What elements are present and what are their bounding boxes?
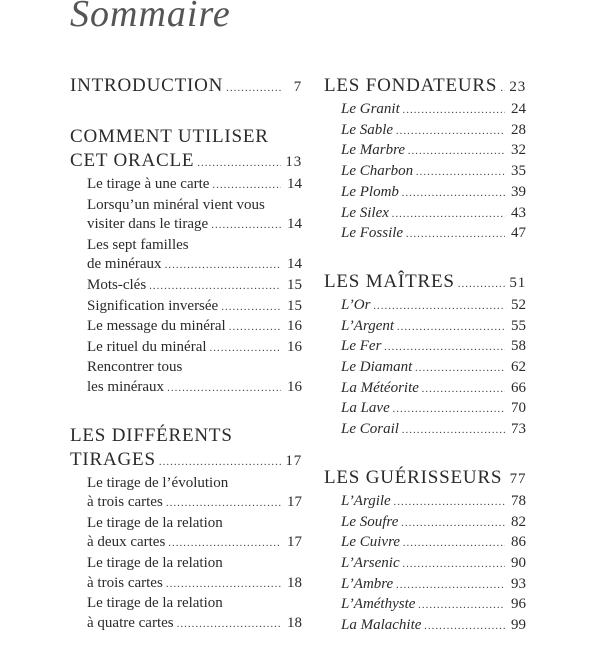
entry-label: L’Argent <box>341 317 395 334</box>
entry-row <box>341 317 526 338</box>
entry-row <box>341 100 526 121</box>
entry-row <box>87 255 302 276</box>
section-heading-label: INTRODUCTION <box>70 75 224 96</box>
section-heading-label: LES GUÉRISSEURS <box>324 466 503 488</box>
dot-leader <box>197 151 281 175</box>
dot-leader <box>397 318 505 338</box>
entry-label: visiter dans le tirage <box>87 216 209 233</box>
entry-label: Le Fossile <box>341 225 404 242</box>
entry-page-number: 16 <box>287 318 302 335</box>
section-heading-line: COMMENT UTILISER <box>70 126 269 147</box>
toc-section <box>70 74 302 100</box>
entry-row <box>341 121 526 142</box>
toc-entry[interactable] <box>324 533 526 554</box>
entry-page-number: 14 <box>287 216 302 233</box>
dot-leader <box>402 421 505 441</box>
section-heading[interactable] <box>70 424 302 474</box>
entry-label: à trois cartes <box>87 494 163 511</box>
entry-row <box>87 338 302 359</box>
toc-entry[interactable] <box>324 554 526 575</box>
entry-page-number: 15 <box>287 276 302 293</box>
section-heading-row <box>70 74 302 100</box>
dot-leader <box>394 493 505 513</box>
entry-text-line: Le tirage de la relation <box>87 595 223 612</box>
dot-leader <box>167 379 281 399</box>
entry-row <box>87 378 302 399</box>
entry-text-line: Les sept familles <box>87 236 189 253</box>
toc-entry[interactable] <box>324 492 526 513</box>
toc-entry[interactable] <box>324 204 526 225</box>
entry-row <box>341 296 526 317</box>
toc-entry[interactable] <box>324 575 526 596</box>
entry-label: Le Granit <box>341 101 400 117</box>
toc-entry[interactable] <box>70 514 302 554</box>
toc-entry[interactable] <box>324 358 526 379</box>
toc-entry[interactable] <box>70 196 302 236</box>
entry-page-number: 55 <box>511 317 526 334</box>
entry-page-number: 43 <box>511 204 526 221</box>
entry-label: Le Corail <box>341 421 399 438</box>
section-page-number: 13 <box>285 154 302 170</box>
dot-leader <box>168 534 281 554</box>
entry-label: La Météorite <box>341 379 419 396</box>
dot-leader <box>402 184 505 204</box>
dot-leader <box>458 272 505 296</box>
section-page-number: 51 <box>509 274 526 291</box>
dot-leader <box>210 339 281 359</box>
section-heading[interactable] <box>324 74 526 100</box>
toc-entry[interactable] <box>324 317 526 338</box>
entry-row <box>341 399 526 420</box>
dot-leader <box>226 76 281 100</box>
section-heading-row <box>324 270 526 296</box>
dot-leader <box>403 534 505 554</box>
toc-section <box>324 270 526 441</box>
entry-page-number: 99 <box>511 617 526 634</box>
toc-section <box>70 125 302 399</box>
section-heading-label: LES MAÎTRES <box>324 270 455 292</box>
toc-entry[interactable] <box>324 337 526 358</box>
dot-leader <box>393 400 505 420</box>
toc-entry[interactable] <box>324 183 526 204</box>
toc-entry[interactable] <box>324 616 526 637</box>
entry-page-number: 16 <box>287 378 302 395</box>
dot-leader <box>403 555 505 575</box>
entry-page-number: 35 <box>511 163 526 180</box>
entry-label: Le Diamant <box>341 359 413 376</box>
entry-row <box>87 215 302 236</box>
toc-entry[interactable] <box>324 296 526 317</box>
toc-entry[interactable] <box>70 338 302 359</box>
entry-page-number: 96 <box>511 596 526 613</box>
entry-label: Le Silex <box>341 204 389 221</box>
entry-label: L’Or <box>341 296 371 313</box>
entry-page-number: 16 <box>287 338 302 355</box>
toc-entry[interactable] <box>324 513 526 534</box>
entry-label: Le Marbre <box>341 142 406 159</box>
entry-row <box>341 492 526 513</box>
toc-section <box>70 424 302 635</box>
dot-leader <box>396 576 505 596</box>
entry-page-number: 39 <box>511 183 526 200</box>
entry-label: Le tirage à une carte <box>87 176 210 192</box>
toc-section <box>324 466 526 637</box>
entry-page-number: 28 <box>511 121 526 138</box>
entry-label: La Lave <box>341 400 390 417</box>
entry-page-number: 17 <box>287 494 302 511</box>
dot-leader <box>396 122 505 142</box>
toc-right-column <box>324 74 526 662</box>
entry-text-line: Lorsqu’un minéral vient vous <box>87 196 265 213</box>
dot-leader <box>373 297 505 317</box>
toc-entry[interactable] <box>324 399 526 420</box>
dot-leader <box>500 76 505 100</box>
entry-row <box>87 317 302 338</box>
entry-row <box>87 493 302 514</box>
entry-text-line: Le tirage de la relation <box>87 514 223 531</box>
section-page-number: 17 <box>285 452 302 469</box>
page-title: Sommaire <box>70 0 231 35</box>
dot-leader <box>424 617 505 637</box>
section-heading[interactable] <box>324 466 526 492</box>
section-page-number: 23 <box>509 79 526 95</box>
entry-row <box>341 379 526 400</box>
toc-entry[interactable] <box>324 162 526 183</box>
toc-section <box>324 74 526 245</box>
entry-label: de minéraux <box>87 256 162 273</box>
dot-leader <box>415 359 505 379</box>
entry-label: Le Charbon <box>341 163 414 180</box>
entry-page-number: 18 <box>287 614 302 631</box>
dot-leader <box>408 142 505 162</box>
dot-leader <box>149 277 281 297</box>
entry-row <box>341 513 526 534</box>
toc-left-column <box>70 74 302 659</box>
entry-label: Mots-clés <box>87 276 147 293</box>
entry-text-line: Le tirage de l’évolution <box>87 474 229 491</box>
toc-entry[interactable] <box>70 554 302 594</box>
entry-label: Le Plomb <box>341 183 399 200</box>
entry-row <box>341 337 526 358</box>
entry-label: Le Fer <box>341 338 382 355</box>
section-heading-label: CET ORACLE <box>70 150 195 171</box>
dot-leader <box>166 575 281 595</box>
entry-page-number: 62 <box>511 359 526 376</box>
entry-page-number: 90 <box>511 554 526 571</box>
entry-row <box>87 574 302 595</box>
entry-page-number: 70 <box>511 400 526 417</box>
entry-row <box>341 224 526 245</box>
entry-page-number: 32 <box>511 142 526 159</box>
dot-leader <box>418 596 505 616</box>
section-heading-row <box>324 466 526 492</box>
toc-entry[interactable] <box>70 474 302 514</box>
entry-page-number: 15 <box>287 297 302 314</box>
section-heading[interactable] <box>324 270 526 296</box>
entry-page-number: 66 <box>511 379 526 396</box>
toc-entry[interactable] <box>70 358 302 398</box>
entry-page-number: 86 <box>511 534 526 551</box>
entry-label: à deux cartes <box>87 534 166 551</box>
dot-leader <box>212 176 281 196</box>
section-heading[interactable] <box>70 74 302 100</box>
dot-leader <box>166 494 281 514</box>
entry-row <box>87 533 302 554</box>
toc-entry[interactable] <box>324 420 526 441</box>
section-heading-label: TIRAGES <box>70 448 156 470</box>
entry-page-number: 58 <box>511 338 526 355</box>
entry-label: Le message du minéral <box>87 318 226 335</box>
entry-label: Le Soufre <box>341 513 399 530</box>
dot-leader <box>165 256 281 276</box>
toc-entry[interactable] <box>324 141 526 162</box>
dot-leader <box>159 450 281 474</box>
dot-leader <box>229 318 281 338</box>
entry-row <box>341 183 526 204</box>
section-page-number: 77 <box>509 470 527 487</box>
entry-row <box>341 616 526 637</box>
toc-entry[interactable] <box>324 595 526 616</box>
entry-label: Signification inversée <box>87 297 219 314</box>
entry-page-number: 82 <box>511 513 526 530</box>
dot-leader <box>392 205 505 225</box>
toc-entry[interactable] <box>70 236 302 276</box>
entry-page-number: 14 <box>287 256 302 273</box>
toc-entry[interactable] <box>324 100 526 121</box>
entry-row <box>87 614 302 635</box>
entry-label: L’Améthyste <box>341 596 416 613</box>
toc-entry[interactable] <box>70 297 302 318</box>
dot-leader <box>384 338 505 358</box>
entry-page-number: 93 <box>511 575 526 592</box>
entry-row <box>341 204 526 225</box>
toc-entry[interactable] <box>70 175 302 196</box>
section-heading-row <box>324 74 526 100</box>
toc-entry[interactable] <box>324 121 526 142</box>
entry-page-number: 18 <box>287 574 302 591</box>
dot-leader <box>406 225 505 245</box>
toc-entry[interactable] <box>70 317 302 338</box>
entry-page-number: 78 <box>511 492 526 509</box>
entry-page-number: 73 <box>511 421 526 438</box>
entry-row <box>341 533 526 554</box>
toc-entry[interactable] <box>324 379 526 400</box>
entry-label: à quatre cartes <box>87 614 174 631</box>
toc-entry[interactable] <box>324 224 526 245</box>
entry-label: L’Arsenic <box>341 554 400 571</box>
dot-leader <box>416 163 505 183</box>
entry-label: les minéraux <box>87 378 165 395</box>
entry-row <box>341 595 526 616</box>
entry-page-number: 24 <box>511 101 526 117</box>
dot-leader <box>211 216 281 236</box>
entry-row <box>87 175 302 196</box>
entry-page-number: 17 <box>287 534 302 551</box>
entry-row <box>87 297 302 318</box>
entry-text-line: Le tirage de la relation <box>87 554 223 571</box>
section-heading-row <box>70 149 302 175</box>
entry-label: Le Cuivre <box>341 534 401 551</box>
entry-label: Le rituel du minéral <box>87 338 207 355</box>
entry-page-number: 52 <box>511 296 526 313</box>
entry-page-number: 14 <box>287 176 302 192</box>
entry-row <box>341 554 526 575</box>
section-page-number: 7 <box>293 79 302 95</box>
entry-row <box>87 276 302 297</box>
section-heading-line: LES DIFFÉRENTS <box>70 424 233 446</box>
entry-label: Le Sable <box>341 121 394 138</box>
toc-entry[interactable] <box>70 276 302 297</box>
dot-leader <box>221 298 281 318</box>
section-heading-row <box>70 448 302 474</box>
entry-label: L’Ambre <box>341 575 394 592</box>
entry-page-number: 47 <box>511 225 526 242</box>
entry-row <box>341 358 526 379</box>
entry-row <box>341 162 526 183</box>
dot-leader <box>403 101 505 121</box>
section-heading-label: LES FONDATEURS <box>324 75 498 96</box>
dot-leader <box>401 514 505 534</box>
entry-label: La Malachite <box>341 617 422 634</box>
section-heading[interactable] <box>70 125 302 175</box>
entry-row <box>341 141 526 162</box>
dot-leader <box>422 380 505 400</box>
entry-row <box>341 420 526 441</box>
entry-text-line: Rencontrer tous <box>87 359 183 376</box>
entry-row <box>341 575 526 596</box>
entry-label: à trois cartes <box>87 574 163 591</box>
entry-label: L’Argile <box>341 492 391 509</box>
toc-entry[interactable] <box>70 594 302 634</box>
dot-leader <box>177 615 281 635</box>
